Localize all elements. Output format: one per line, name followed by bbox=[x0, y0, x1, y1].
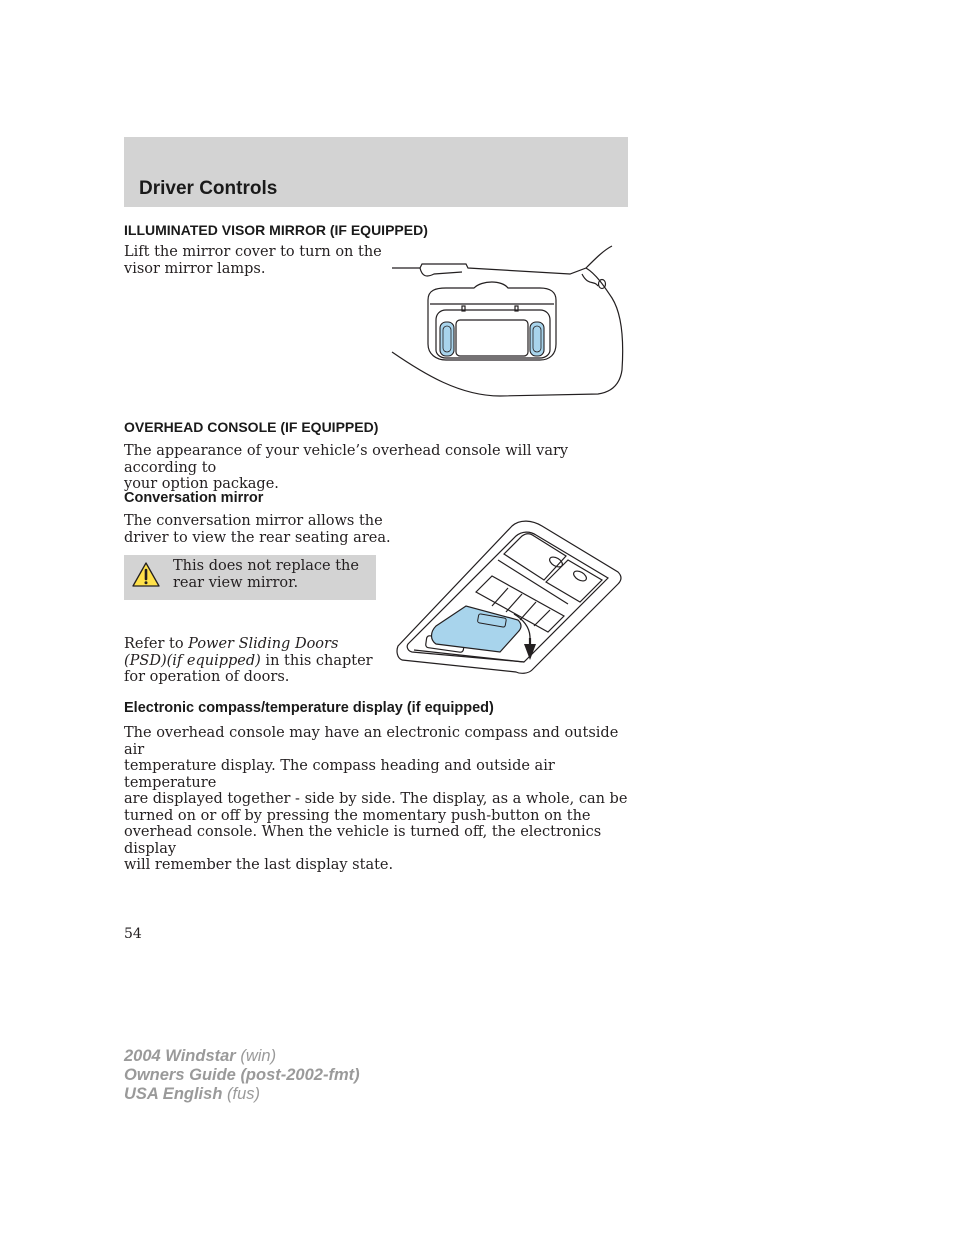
page-number: 54 bbox=[124, 926, 142, 942]
subheading-compass: Electronic compass/temperature display (if equipped) bbox=[124, 700, 494, 716]
page-title: Driver Controls bbox=[139, 178, 278, 199]
warning-text: This does not replace the rear view mirror. bbox=[173, 558, 359, 591]
warning-triangle-icon bbox=[131, 561, 161, 589]
subheading-conversation-mirror: Conversation mirror bbox=[124, 490, 264, 506]
compass-text: The overhead console may have an electronic compass and outside air temperature display. The compass heading and outside air temperature are displayed together - side by side. The display, as a whole, can be turned on or off by pressing the momentary push-button on the overhead console. When the vehicle is turned off, the electronics display will remember the last display state. bbox=[124, 725, 628, 873]
refer-text: Refer to Power Sliding Doors (PSD)(if equipped) in this chapter for operation of doors. bbox=[124, 636, 373, 685]
overhead-console-illustration bbox=[396, 520, 622, 676]
overhead-text: The appearance of your vehicle’s overhead console will vary according to your option package. bbox=[124, 443, 569, 492]
link-power-sliding-doors: Power Sliding Doors bbox=[188, 636, 339, 652]
visor-mirror-illustration bbox=[390, 244, 626, 398]
section-heading-visor: ILLUMINATED VISOR MIRROR (IF EQUIPPED) bbox=[124, 222, 428, 238]
conversation-text: The conversation mirror allows the driver to view the rear seating area. bbox=[124, 513, 391, 546]
visor-text: Lift the mirror cover to turn on the visor mirror lamps. bbox=[124, 244, 382, 277]
footer: 2004 Windstar (win) Owners Guide (post-2002-fmt) USA English (fus) bbox=[124, 1047, 360, 1103]
section-heading-overhead: OVERHEAD CONSOLE (IF EQUIPPED) bbox=[124, 419, 379, 435]
